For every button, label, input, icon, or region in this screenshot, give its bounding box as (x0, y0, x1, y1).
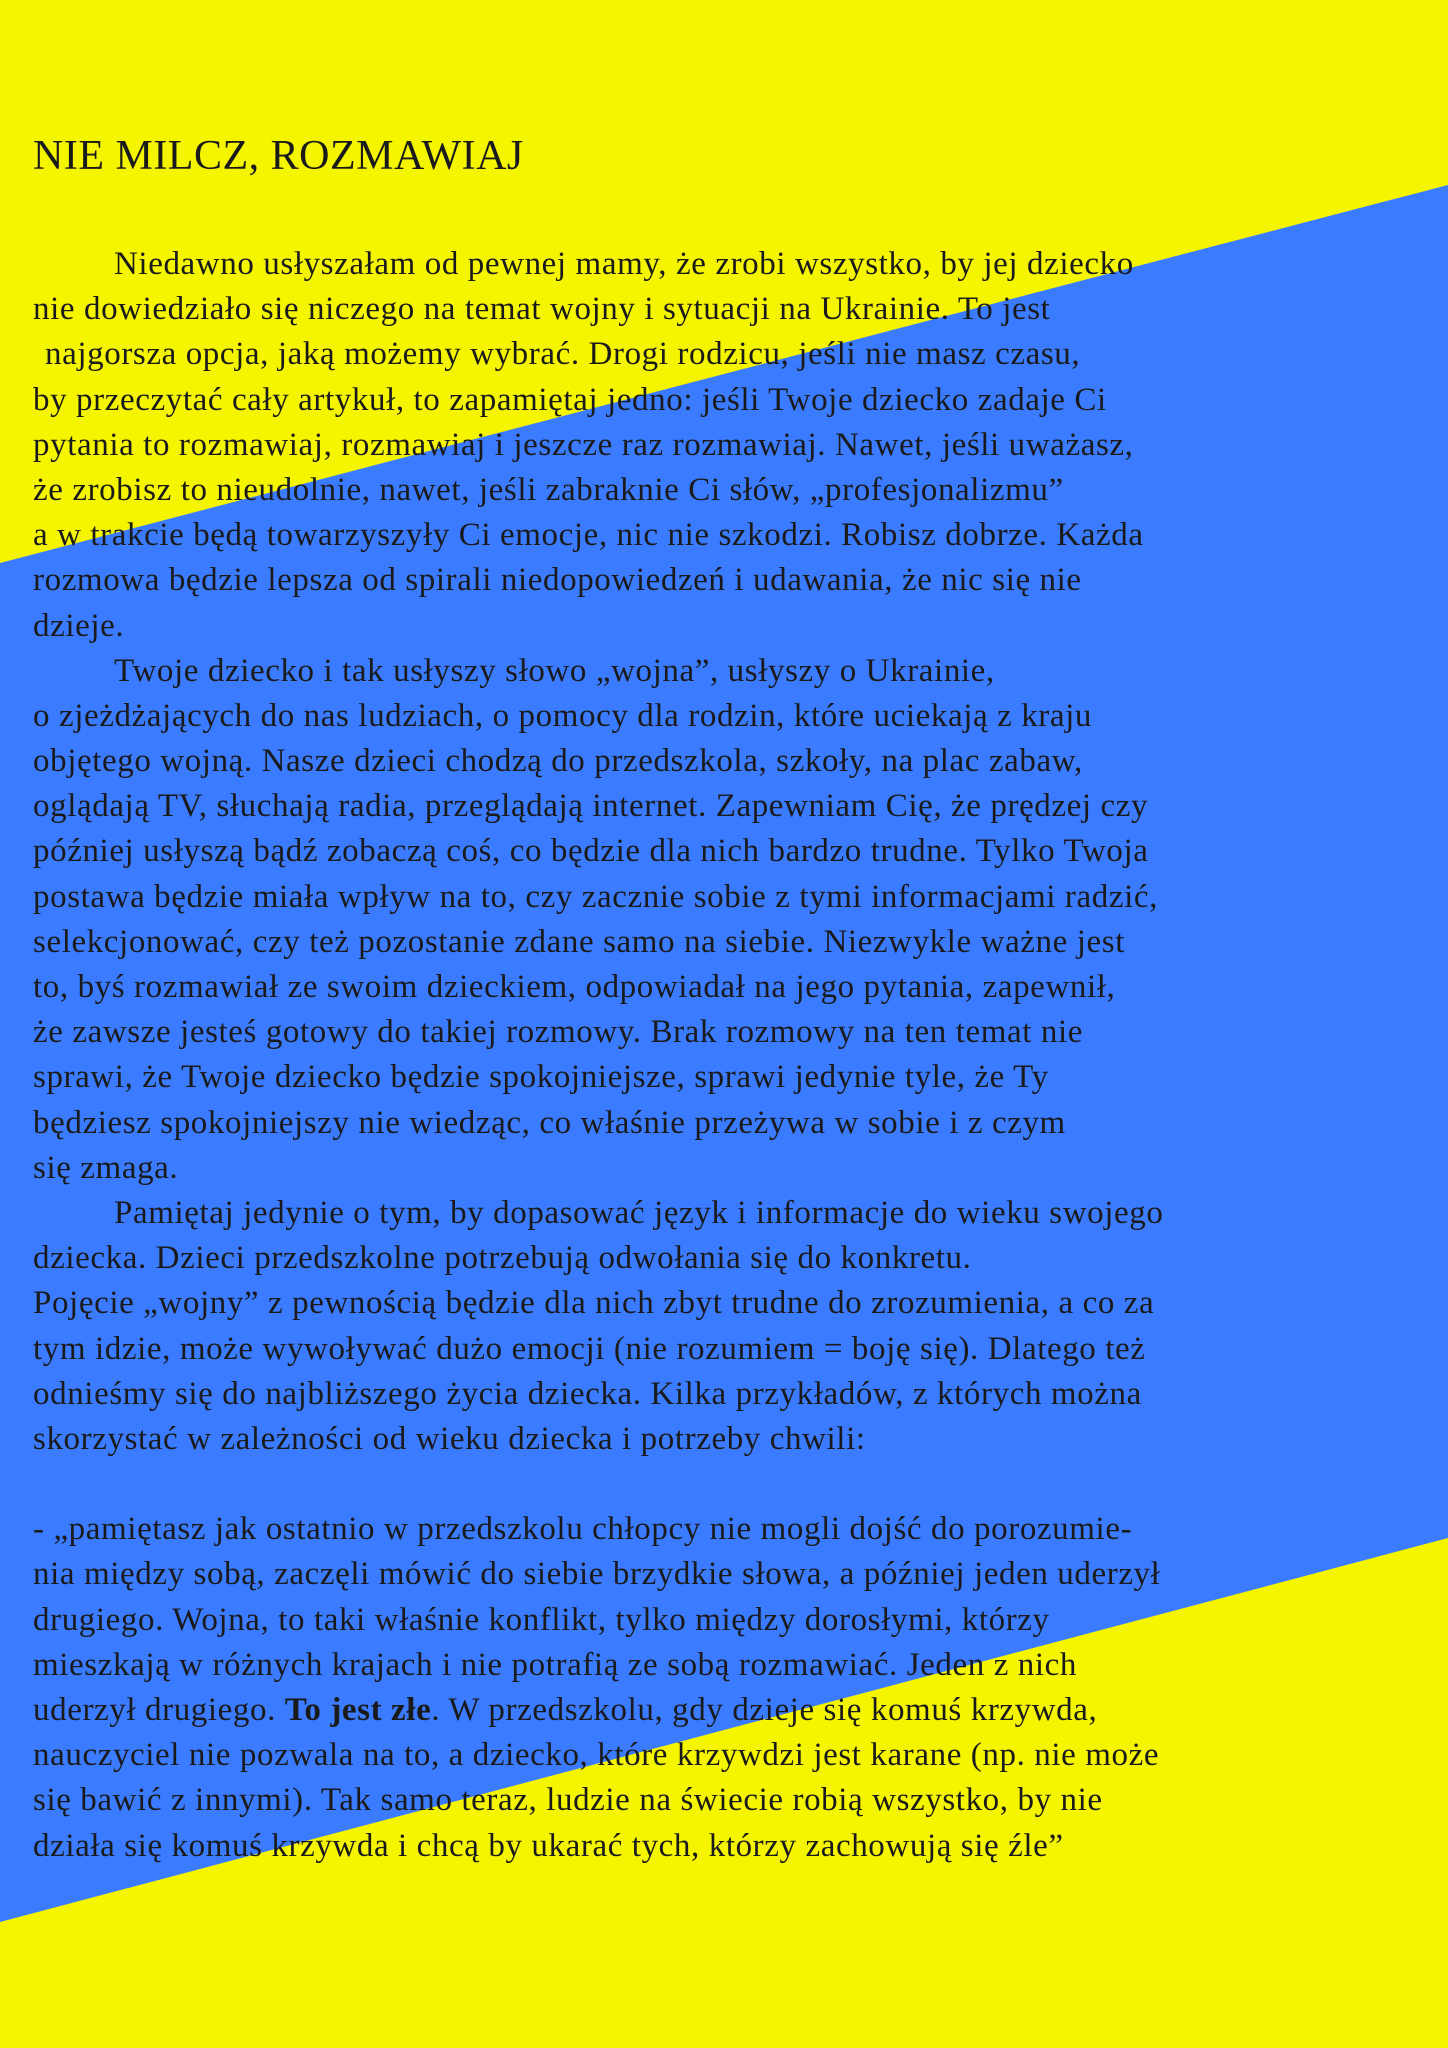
body-line: najgorsza opcja, jaką możemy wybrać. Drogi rodzicu, jeśli nie masz czasu, (45, 336, 1081, 373)
body-line: rozmowa będzie lepsza od spirali niedopowiedzeń i udawania, że nic się nie (33, 562, 1082, 599)
body-line: dzieje. (33, 607, 125, 644)
body-line: pytania to rozmawiaj, rozmawiaj i jeszcze raz rozmawiaj. Nawet, jeśli uważasz, (33, 426, 1134, 463)
body-line: odnieśmy się do najbliższego życia dziecka. Kilka przykładów, z których można (33, 1375, 1142, 1412)
body-line: Pojęcie „wojny” z pewnością będzie dla nich zbyt trudne do zrozumienia, a co za (33, 1285, 1155, 1322)
body-line: objętego wojną. Nasze dzieci chodzą do przedszkola, szkoły, na plac zabaw, (33, 743, 1083, 780)
article-title: NIE MILCZ, ROZMAWIAJ (33, 133, 524, 179)
bold-emphasis: To jest złe (284, 1692, 432, 1728)
body-line: nie dowiedziało się niczego na temat wojny i sytuacji na Ukrainie. To jest (33, 291, 1051, 328)
list-item-line: mieszkają w różnych krajach i nie potrafią ze sobą rozmawiać. Jeden z nich (33, 1646, 1078, 1683)
body-line: a w trakcie będą towarzyszyły Ci emocje, nic nie szkodzi. Robisz dobrze. Każda (33, 517, 1144, 554)
list-item-line: się bawić z innymi). Tak samo teraz, ludzie na świecie robią wszystko, by nie (33, 1782, 1103, 1819)
list-item-line: - „pamiętasz jak ostatnio w przedszkolu chłopcy nie mogli dojść do porozumie- (33, 1511, 1133, 1548)
body-line: później usłyszą bądź zobaczą coś, co będzie dla nich bardzo trudne. Tylko Twoja (33, 833, 1149, 870)
body-line: będziesz spokojniejszy nie wiedząc, co właśnie przeżywa w sobie i z czym (33, 1104, 1066, 1141)
body-line: że zawsze jesteś gotowy do takiej rozmowy. Brak rozmowy na ten temat nie (33, 1014, 1083, 1051)
body-line: o zjeżdżających do nas ludziach, o pomocy dla rodzin, które uciekają z kraju (33, 697, 1092, 734)
list-item-line: drugiego. Wojna, to taki właśnie konflikt, tylko między dorosłymi, którzy (33, 1601, 1050, 1638)
blank-line (33, 1462, 1163, 1507)
article-body (33, 242, 1163, 1869)
body-line: się zmaga. (33, 1149, 179, 1186)
list-item-line: działa się komuś krzywda i chcą by ukarać tych, którzy zachowują się źle” (33, 1827, 1064, 1864)
list-item-line: nauczyciel nie pozwala na to, a dziecko, które krzywdzi jest karane (np. nie może (33, 1737, 1160, 1774)
body-line: oglądają TV, słuchają radia, przeglądają internet. Zapewniam Cię, że prędzej czy (33, 788, 1149, 825)
line-text-before: uderzył drugiego. (33, 1692, 285, 1728)
line-text-after: . W przedszkolu, gdy dzieje się komuś krzywda, (431, 1692, 1098, 1728)
body-line: sprawi, że Twoje dziecko będzie spokojniejsze, sprawi jedynie tyle, że Ty (33, 1059, 1049, 1096)
body-line: dziecka. Dzieci przedszkolne potrzebują odwołania się do konkretu. (33, 1240, 972, 1277)
body-line: by przeczytać cały artykuł, to zapamiętaj jedno: jeśli Twoje dziecko zadaje Ci (33, 381, 1107, 418)
body-line: postawa będzie miała wpływ na to, czy zacznie sobie z tymi informacjami radzić, (33, 878, 1158, 915)
body-line: Twoje dziecko i tak usłyszy słowo „wojna”, usłyszy o Ukrainie, (114, 652, 995, 689)
body-line: selekcjonować, czy też pozostanie zdane samo na siebie. Niezwykle ważne jest (33, 923, 1125, 960)
body-line: tym idzie, może wywoływać dużo emocji (nie rozumiem = boję się). Dlatego też (33, 1330, 1146, 1367)
body-line: że zrobisz to nieudolnie, nawet, jeśli zabraknie Ci słów, „profesjonalizmu” (33, 471, 1064, 508)
list-item-line: nia między sobą, zaczęli mówić do siebie brzydkie słowa, a później jeden uderzył (33, 1556, 1161, 1593)
body-line: Pamiętaj jedynie o tym, by dopasować język i informacje do wieku swojego (114, 1194, 1164, 1231)
body-line: skorzystać w zależności od wieku dziecka i potrzeby chwili: (33, 1420, 866, 1457)
list-item-line-with-emphasis (33, 1688, 1163, 1733)
body-line: Niedawno usłyszałam od pewnej mamy, że zrobi wszystko, by jej dziecko (114, 246, 1134, 282)
body-line: to, byś rozmawiał ze swoim dzieckiem, odpowiadał na jego pytania, zapewnił, (33, 969, 1116, 1005)
